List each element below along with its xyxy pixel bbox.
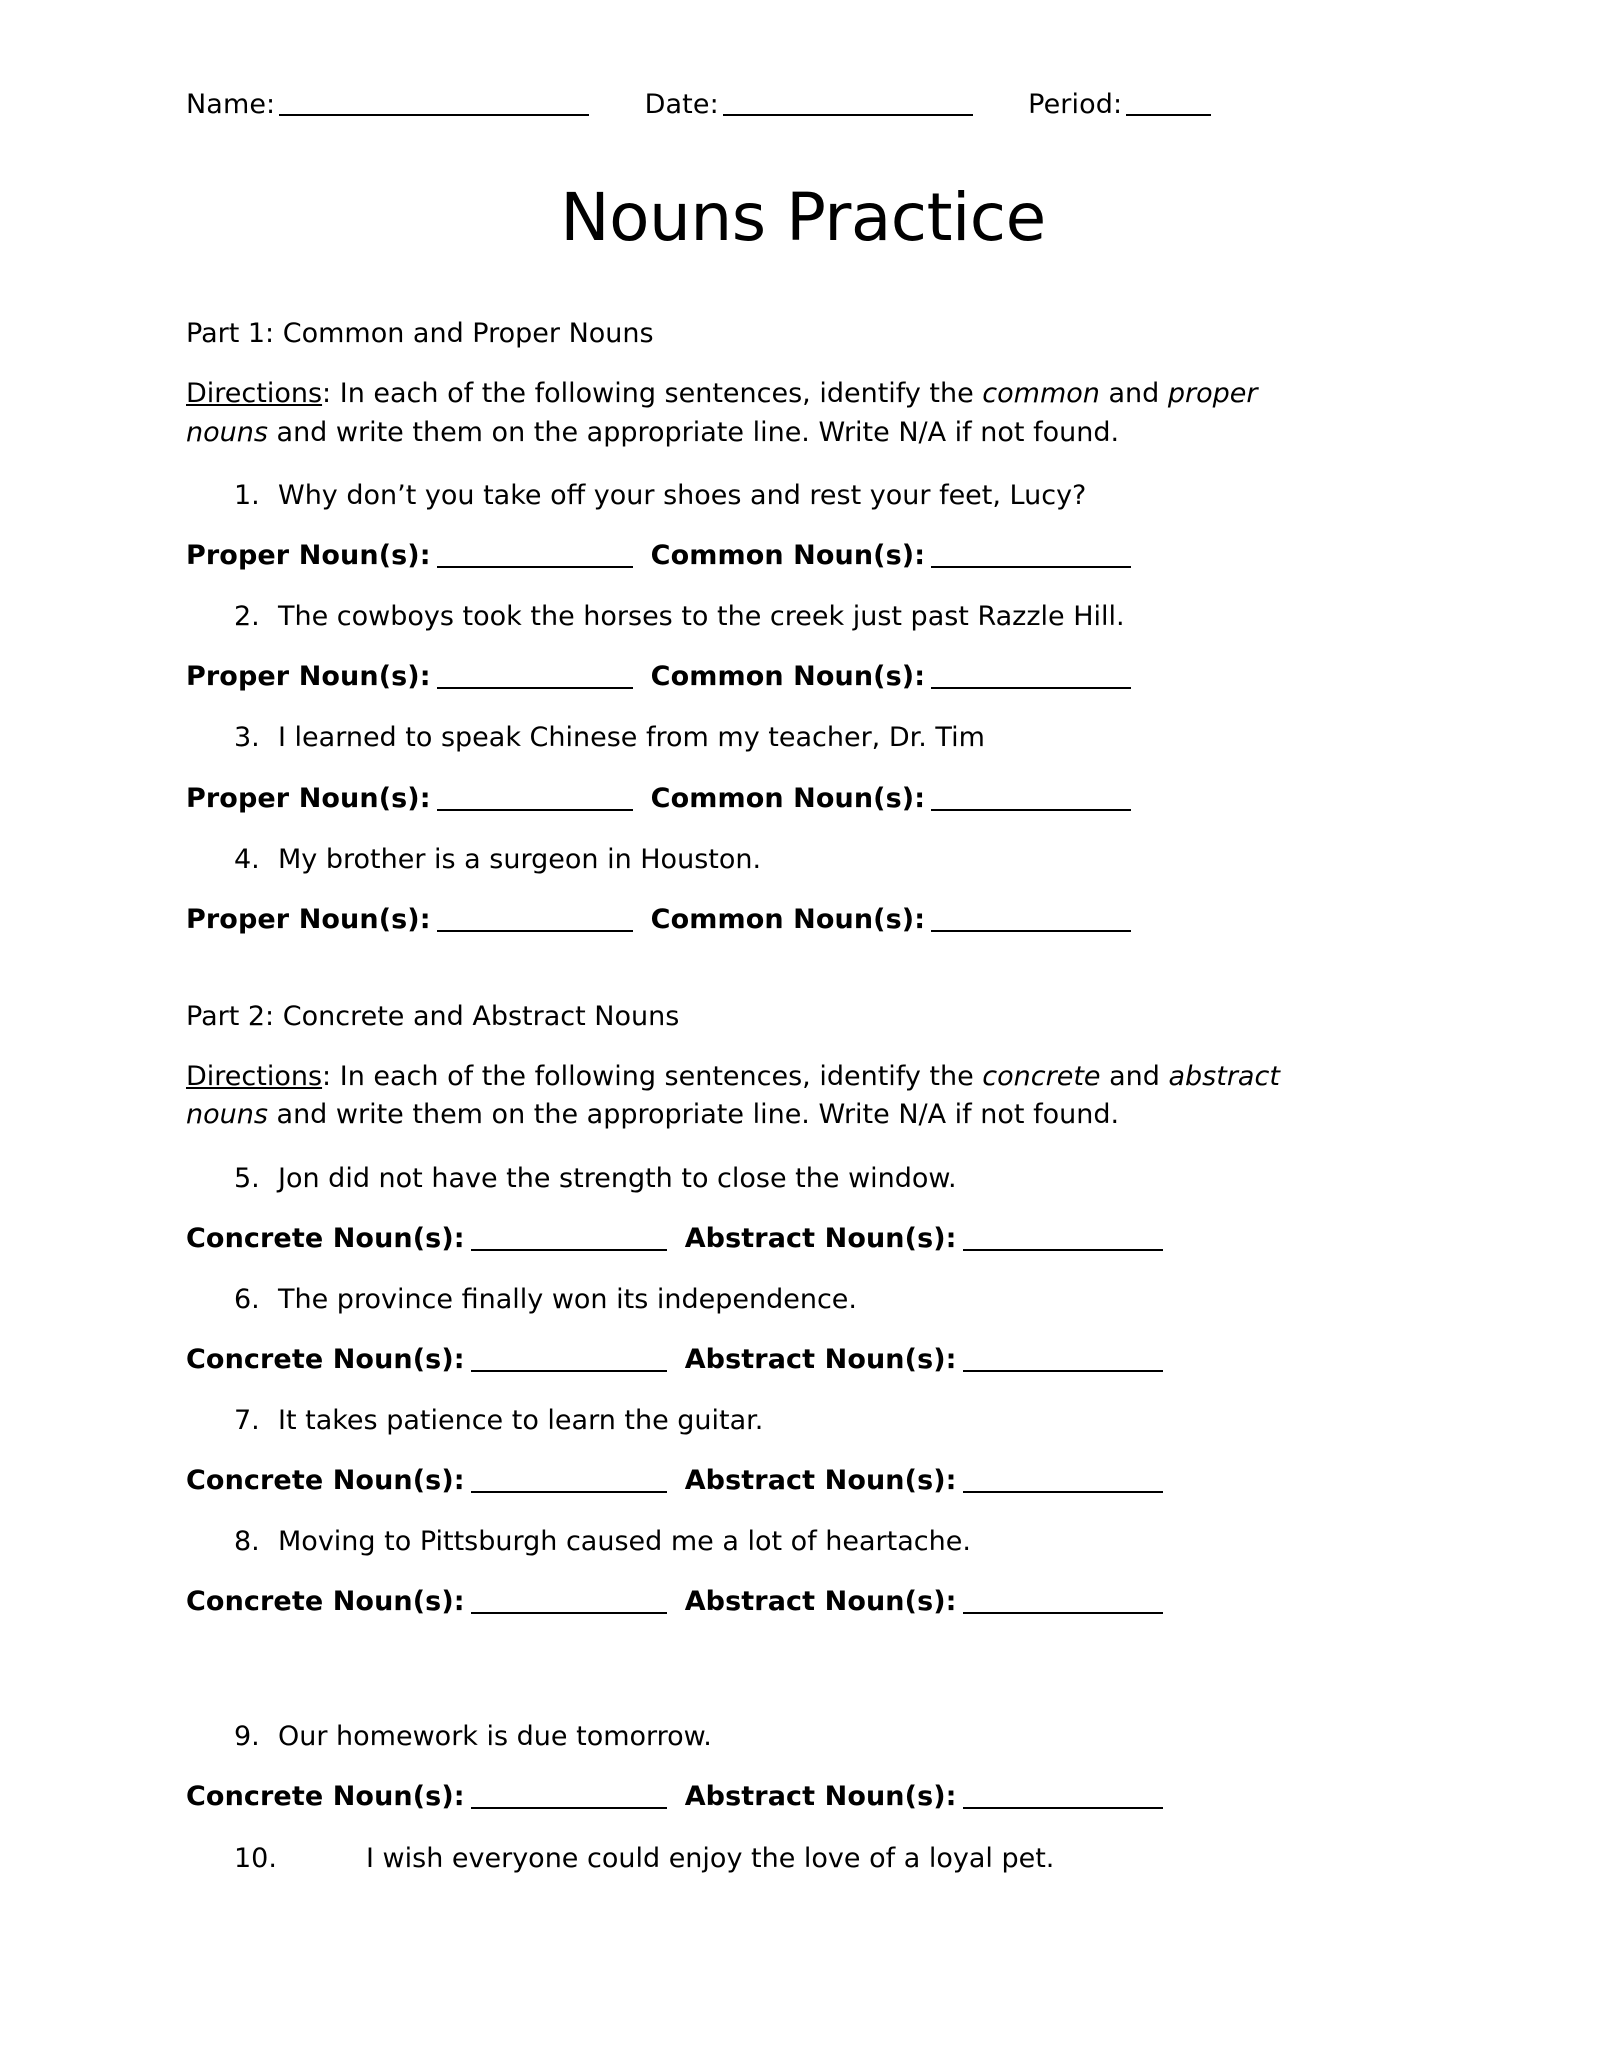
question-text: My brother is a surgeon in Houston. xyxy=(278,843,762,875)
directions-text-1: In each of the following sentences, identify the xyxy=(331,378,983,410)
question-item xyxy=(186,1403,1420,1438)
question-item xyxy=(186,1161,1420,1196)
directions-label: Directions xyxy=(186,1060,323,1092)
directions-colon: : xyxy=(322,378,332,410)
date-label: Date: xyxy=(644,89,719,120)
question-number: 2. xyxy=(234,601,260,633)
answer-line-row xyxy=(186,1342,1420,1377)
date-blank-line[interactable] xyxy=(723,114,973,116)
proper-noun-label: Proper Noun(s): xyxy=(186,661,431,693)
question-text: The province finally won its independence. xyxy=(278,1283,857,1315)
question-item xyxy=(186,478,1420,513)
part-1-heading: Part 1: Common and Proper Nouns xyxy=(186,318,654,350)
question-number: 3. xyxy=(234,722,260,754)
concrete-noun-label: Concrete Noun(s): xyxy=(186,1343,465,1375)
directions-colon: : xyxy=(322,1060,332,1092)
common-noun-label: Common Noun(s): xyxy=(650,782,926,814)
question-item xyxy=(186,1719,1420,1754)
concrete-noun-blank[interactable] xyxy=(471,1249,667,1251)
question-number: 9. xyxy=(234,1721,260,1753)
abstract-noun-label: Abstract Noun(s): xyxy=(684,1222,957,1254)
concrete-noun-label: Concrete Noun(s): xyxy=(186,1465,465,1497)
question-text: It takes patience to learn the guitar. xyxy=(278,1404,764,1436)
abstract-noun-label: Abstract Noun(s): xyxy=(684,1586,957,1618)
question-number: 6. xyxy=(234,1283,260,1315)
part-2-heading: Part 2: Concrete and Abstract Nouns xyxy=(186,1000,680,1032)
name-label: Name: xyxy=(186,89,276,120)
concrete-noun-blank[interactable] xyxy=(471,1807,667,1809)
page-title: Nouns Practice xyxy=(560,178,1046,256)
answer-line-row xyxy=(186,659,1420,694)
question-item xyxy=(186,1524,1420,1559)
question-text: Jon did not have the strength to close the window. xyxy=(278,1162,957,1194)
directions-label: Directions xyxy=(186,378,323,410)
question-item xyxy=(186,599,1420,634)
abstract-noun-blank[interactable] xyxy=(963,1249,1163,1251)
question-text: Our homework is due tomorrow. xyxy=(278,1721,712,1753)
common-noun-label: Common Noun(s): xyxy=(650,903,926,935)
directions-text-2: and xyxy=(1099,378,1168,410)
abstract-noun-label: Abstract Noun(s): xyxy=(684,1343,957,1375)
question-text: I wish everyone could enjoy the love of a loyal pet. xyxy=(366,1842,1055,1874)
proper-noun-blank[interactable] xyxy=(437,930,633,932)
directions-emphasis-1: concrete xyxy=(982,1060,1101,1092)
concrete-noun-blank[interactable] xyxy=(471,1612,667,1614)
answer-line-row xyxy=(186,902,1420,937)
period-blank-line[interactable] xyxy=(1126,114,1211,116)
answer-line-row xyxy=(186,538,1420,573)
question-text: I learned to speak Chinese from my teacher, Dr. Tim xyxy=(278,722,985,754)
abstract-noun-blank[interactable] xyxy=(963,1807,1163,1809)
question-number: 7. xyxy=(234,1404,260,1436)
proper-noun-label: Proper Noun(s): xyxy=(186,903,431,935)
answer-line-row xyxy=(186,1584,1420,1619)
proper-noun-blank[interactable] xyxy=(437,809,633,811)
abstract-noun-blank[interactable] xyxy=(963,1491,1163,1493)
proper-noun-label: Proper Noun(s): xyxy=(186,540,431,572)
question-item xyxy=(186,720,1420,755)
answer-line-row xyxy=(186,781,1420,816)
answer-line-row xyxy=(186,1221,1420,1256)
abstract-noun-label: Abstract Noun(s): xyxy=(684,1781,957,1813)
period-label: Period: xyxy=(1028,89,1123,120)
common-noun-blank[interactable] xyxy=(931,809,1131,811)
abstract-noun-label: Abstract Noun(s): xyxy=(684,1465,957,1497)
common-noun-label: Common Noun(s): xyxy=(650,661,926,693)
concrete-noun-blank[interactable] xyxy=(471,1491,667,1493)
abstract-noun-blank[interactable] xyxy=(963,1370,1163,1372)
concrete-noun-label: Concrete Noun(s): xyxy=(186,1222,465,1254)
answer-line-row xyxy=(186,1463,1420,1498)
answer-line-row xyxy=(186,1779,1420,1814)
common-noun-blank[interactable] xyxy=(931,566,1131,568)
name-field-group xyxy=(186,89,593,120)
question-number: 8. xyxy=(234,1526,260,1558)
common-noun-label: Common Noun(s): xyxy=(650,540,926,572)
question-number: 5. xyxy=(234,1162,260,1194)
directions-emphasis-2: abstract nouns xyxy=(186,1060,1280,1131)
question-text: Moving to Pittsburgh caused me a lot of heartache. xyxy=(278,1526,971,1558)
question-number: 1. xyxy=(234,480,260,512)
question-text: The cowboys took the horses to the creek just past Razzle Hill. xyxy=(278,601,1125,633)
abstract-noun-blank[interactable] xyxy=(963,1612,1163,1614)
name-blank-line[interactable] xyxy=(279,114,589,116)
concrete-noun-label: Concrete Noun(s): xyxy=(186,1586,465,1618)
question-item xyxy=(186,842,1420,877)
proper-noun-blank[interactable] xyxy=(437,687,633,689)
student-info-line xyxy=(186,0,1420,122)
question-item xyxy=(186,1282,1420,1317)
common-noun-blank[interactable] xyxy=(931,930,1131,932)
directions-text-3: and write them on the appropriate line. Write N/A if not found. xyxy=(267,1099,1120,1131)
directions-emphasis-1: common xyxy=(982,378,1100,410)
common-noun-blank[interactable] xyxy=(931,687,1131,689)
date-field-group xyxy=(645,89,977,120)
concrete-noun-label: Concrete Noun(s): xyxy=(186,1781,465,1813)
part-1-directions xyxy=(186,375,1346,452)
period-field-group xyxy=(1028,89,1215,120)
question-number: 4. xyxy=(234,843,260,875)
part-2-directions xyxy=(186,1058,1346,1135)
question-text: Why don’t you take off your shoes and rest your feet, Lucy? xyxy=(278,480,1087,512)
directions-text-3: and write them on the appropriate line. Write N/A if not found. xyxy=(267,416,1120,448)
question-number: 10. xyxy=(234,1842,277,1874)
concrete-noun-blank[interactable] xyxy=(471,1370,667,1372)
directions-text-2: and xyxy=(1100,1060,1169,1092)
directions-text-1: In each of the following sentences, identify the xyxy=(331,1060,983,1092)
proper-noun-blank[interactable] xyxy=(437,566,633,568)
directions-emphasis-2: proper nouns xyxy=(186,378,1258,448)
section-spacer xyxy=(186,1619,1420,1693)
proper-noun-label: Proper Noun(s): xyxy=(186,782,431,814)
question-item xyxy=(186,1841,1420,1876)
